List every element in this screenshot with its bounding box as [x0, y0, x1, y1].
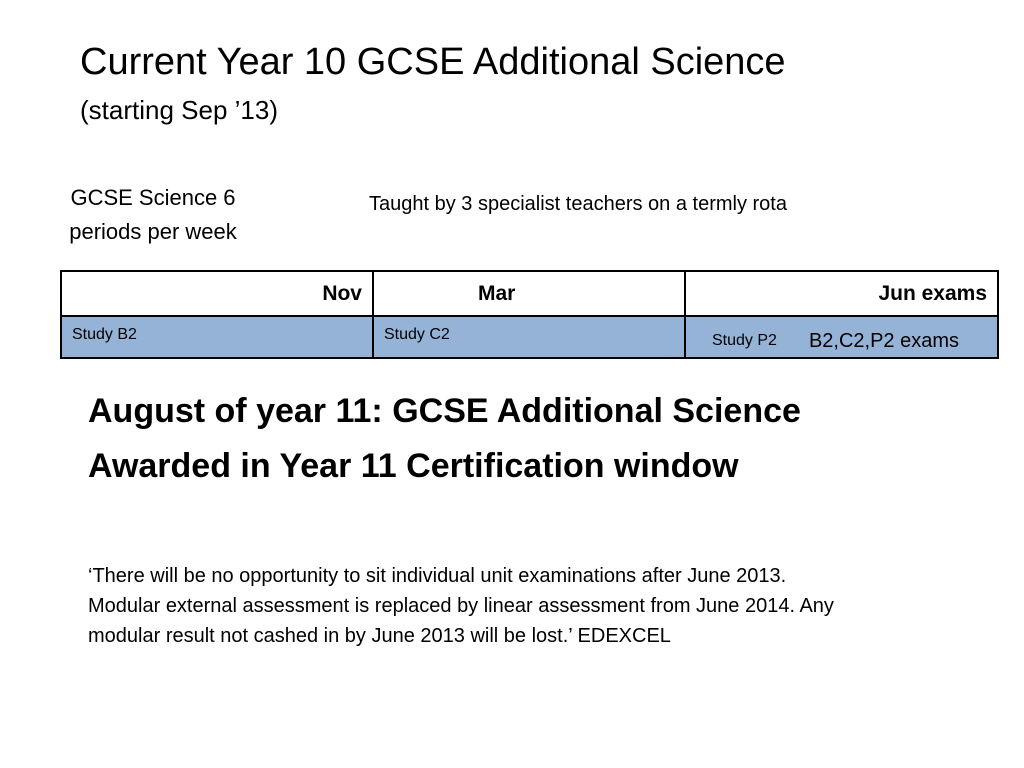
- periods-line-2: periods per week: [69, 219, 237, 244]
- cell-study-c2: Study C2: [373, 316, 685, 358]
- taught-by-note: Taught by 3 specialist teachers on a termly rota: [369, 193, 787, 215]
- award-heading: [88, 384, 801, 494]
- cell-p2-content: [696, 325, 987, 351]
- edexcel-quote: [88, 561, 988, 651]
- header-jun-exams: Jun exams: [685, 271, 998, 316]
- schedule-table: [60, 270, 999, 359]
- slide-subtitle: (starting Sep ’13): [80, 95, 278, 125]
- header-mar: Mar: [373, 271, 685, 316]
- quote-line-2: Modular external assessment is replaced by linear assessment from June 2014. Any: [88, 595, 834, 617]
- table-header-row: [61, 271, 998, 316]
- study-p2-label: Study P2: [712, 332, 777, 349]
- header-nov: Nov: [61, 271, 373, 316]
- award-heading-line-1: August of year 11: GCSE Additional Science: [88, 392, 801, 430]
- table-row: [61, 316, 998, 358]
- periods-line-1: GCSE Science 6: [70, 185, 236, 210]
- cell-study-p2-exams: [685, 316, 998, 358]
- quote-line-3: modular result not cashed in by June 2013 will be lost.’ EDEXCEL: [88, 625, 671, 647]
- slide-title: Current Year 10 GCSE Additional Science: [80, 41, 786, 83]
- cell-study-b2: Study B2: [61, 316, 373, 358]
- award-heading-line-2: Awarded in Year 11 Certification window: [88, 447, 739, 485]
- exams-label: B2,C2,P2 exams: [808, 330, 960, 352]
- periods-per-week-label: [40, 181, 266, 249]
- quote-line-1: ‘There will be no opportunity to sit individual unit examinations after June 2013.: [88, 565, 787, 587]
